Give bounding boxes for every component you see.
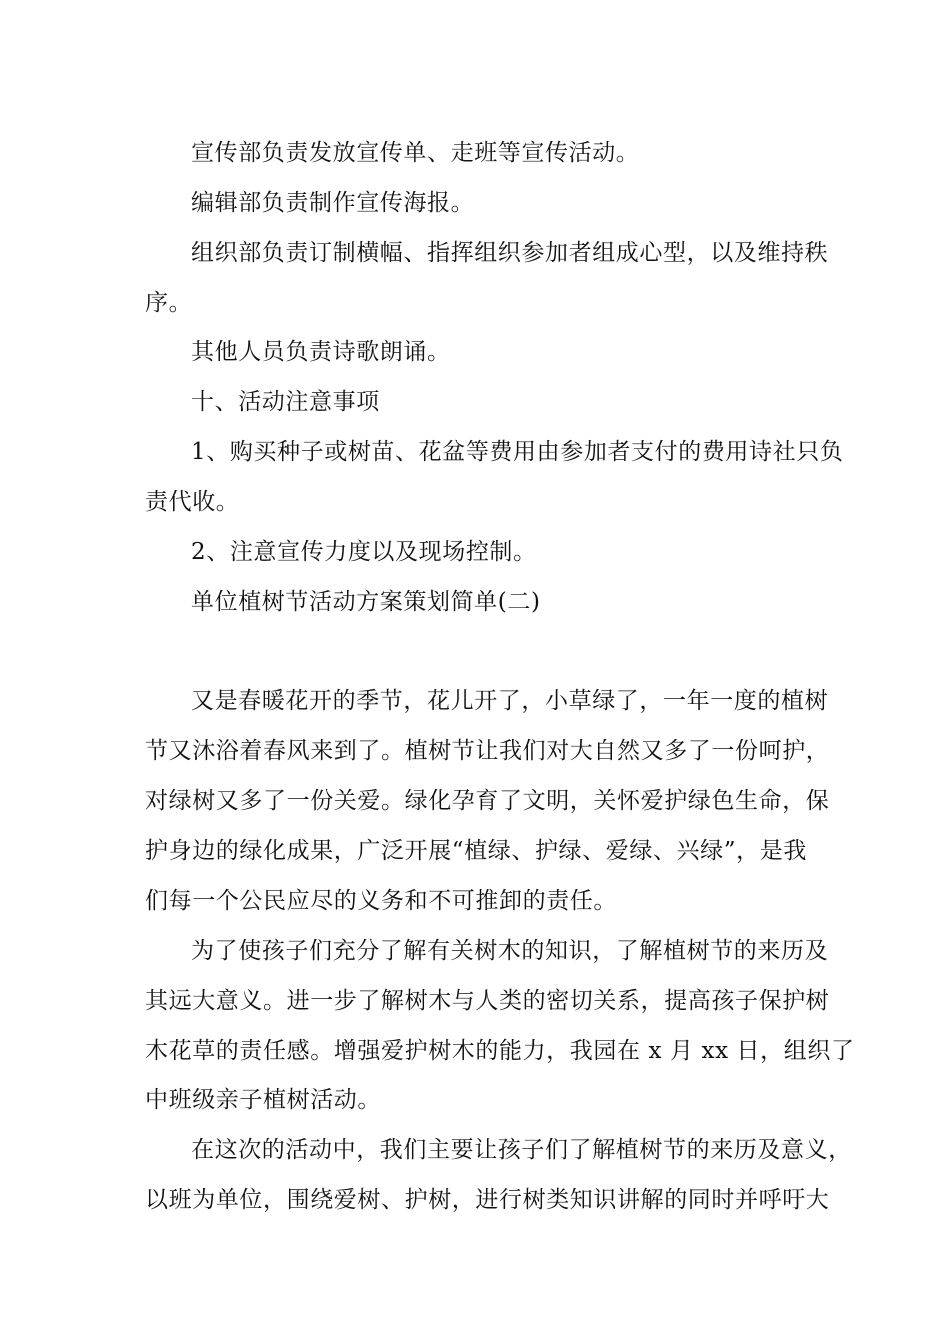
paragraph-line: 编辑部负责制作宣传海报。	[191, 190, 475, 216]
paragraph-line: 木花草的责任感。增强爱护树木的能力，我园在 x 月 xx 日，组织了	[145, 1038, 855, 1064]
paragraph-line: 宣传部负责发放宣传单、走班等宣传活动。	[191, 140, 640, 166]
paragraph-line: 以班为单位，围绕爱树、护树，进行树类知识讲解的同时并呼吁大	[145, 1187, 830, 1213]
paragraph-line: 在这次的活动中，我们主要让孩子们了解植树节的来历及意义，	[191, 1137, 852, 1163]
document-title: 单位植树节活动方案策划简单(二)	[191, 589, 541, 615]
list-item: 1、购买种子或树苗、花盆等费用由参加者支付的费用诗社只负	[191, 439, 844, 465]
paragraph-line: 对绿树又多了一份关爱。绿化孕育了文明，关怀爱护绿色生命，保	[145, 788, 830, 814]
list-item: 2、注意宣传力度以及现场控制。	[191, 539, 537, 565]
paragraph-line: 节又沐浴着春风来到了。植树节让我们对大自然又多了一份呵护，	[145, 738, 830, 764]
paragraph-line: 又是春暖花开的季节，花儿开了，小草绿了，一年一度的植树	[191, 688, 829, 714]
paragraph-line: 其他人员负责诗歌朗诵。	[191, 339, 451, 365]
paragraph-line: 其远大意义。进一步了解树木与人类的密切关系，提高孩子保护树	[145, 988, 830, 1014]
paragraph-line: 护身边的绿化成果，广泛开展“植绿、护绿、爱绿、兴绿”，是我	[145, 838, 807, 864]
paragraph-line: 组织部负责订制横幅、指挥组织参加者组成心型，以及维持秩	[191, 240, 829, 266]
paragraph-line: 们每一个公民应尽的义务和不可推卸的责任。	[145, 888, 617, 914]
paragraph-line: 为了使孩子们充分了解有关树木的知识，了解植树节的来历及	[191, 938, 829, 964]
section-heading: 十、活动注意事项	[191, 389, 380, 415]
paragraph-line: 中班级亲子植树活动。	[145, 1087, 381, 1113]
paragraph-line: 序。	[145, 290, 193, 316]
list-item-continuation: 责代收。	[145, 489, 240, 515]
